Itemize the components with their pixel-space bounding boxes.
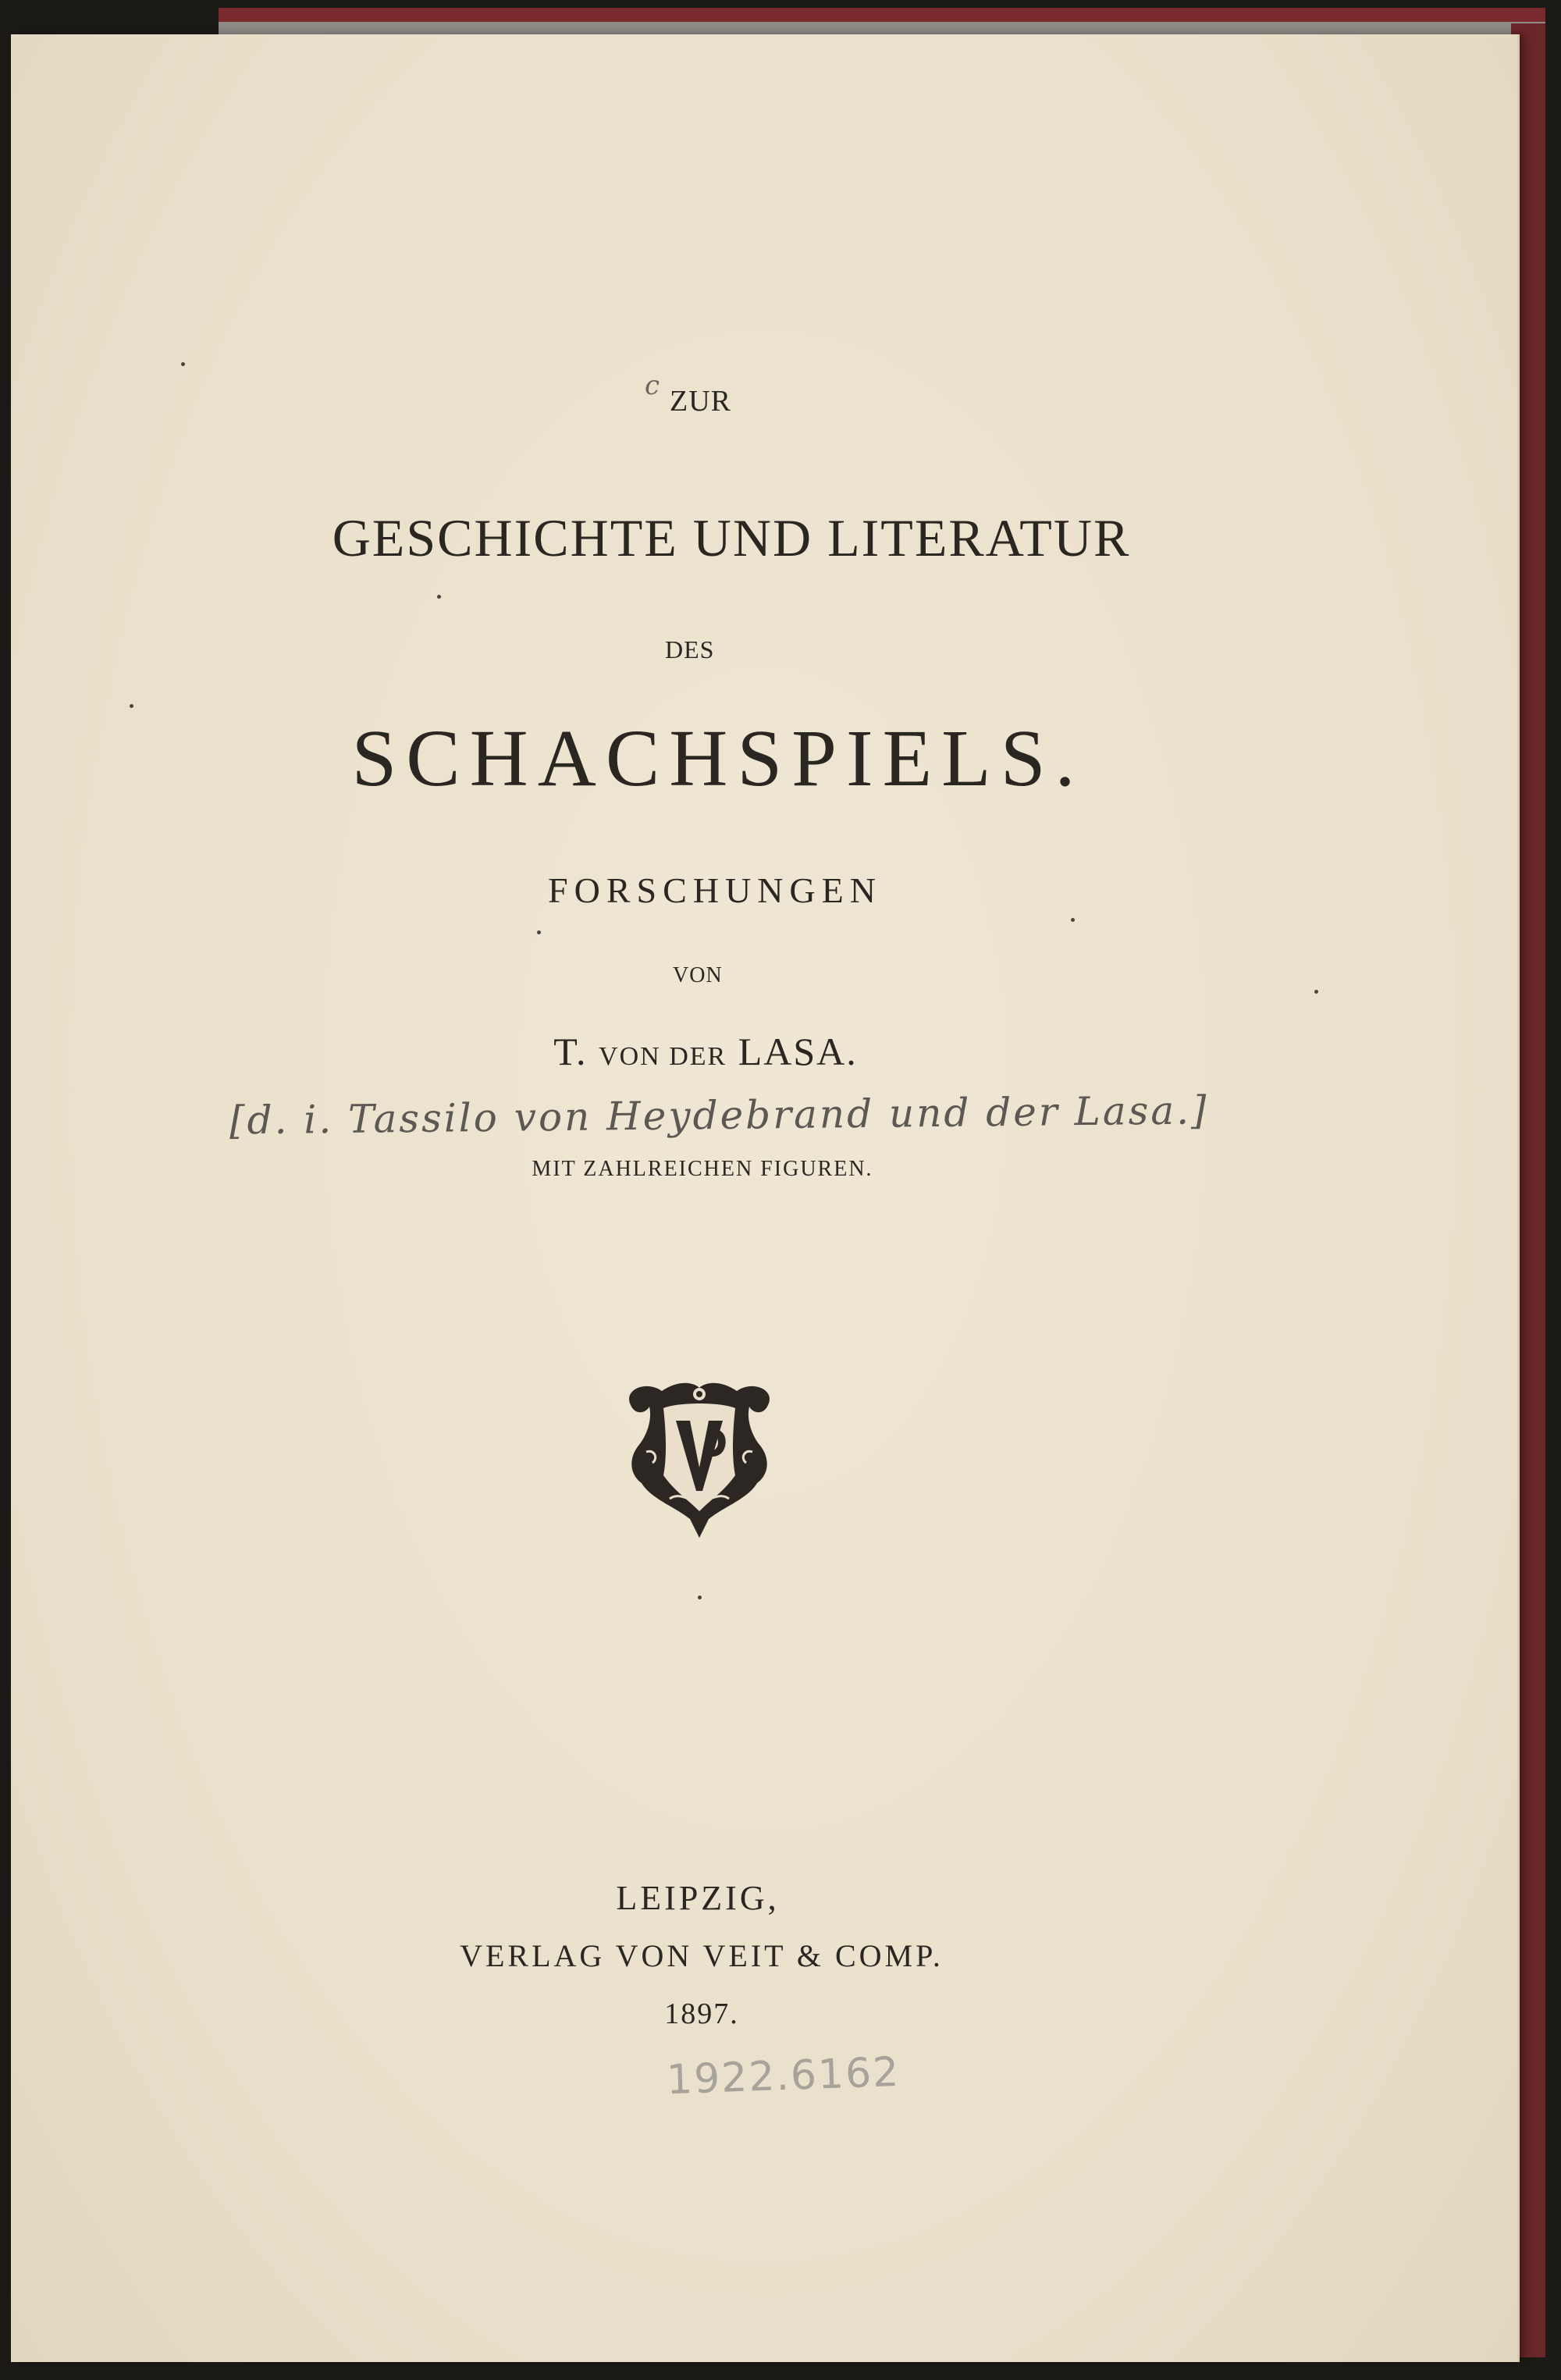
title-main: GESCHICHTE UND LITERATUR [332, 508, 1131, 567]
author-initial: T. [553, 1030, 588, 1073]
paper-speck [537, 930, 541, 934]
paper-speck [1314, 990, 1318, 994]
paper-speck [1071, 918, 1075, 922]
author-particle: VON DER [599, 1042, 727, 1071]
author-name [526, 1029, 885, 1074]
library-accession-mark: 1922.6162 [666, 2048, 901, 2104]
imprint-publisher: VERLAG VON VEIT & COMP. [460, 1938, 944, 1973]
imprint-city: LEIPZIG, [616, 1879, 780, 1917]
imprint-year: 1897. [664, 1998, 739, 2030]
paper-speck [437, 595, 441, 599]
paper-speck [181, 362, 185, 366]
paper-speck [130, 704, 133, 708]
figures-note: MIT ZAHLREICHEN FIGUREN. [532, 1157, 873, 1181]
title-line-des: DES [665, 635, 715, 663]
title-subject: SCHACHSPIELS. [351, 713, 1085, 803]
paper-speck [698, 1596, 702, 1599]
title-page [11, 34, 1520, 2362]
subtitle-forschungen: FORSCHUNGEN [548, 870, 882, 910]
handwritten-annotation: [d. i. Tassilo von Heydebrand und der Lasa.] [229, 1087, 1209, 1144]
pencil-mark: c [645, 370, 660, 401]
title-line-zur: ZUR [670, 385, 731, 418]
byline-von: VON [673, 963, 723, 987]
author-surname: LASA. [738, 1030, 858, 1073]
publisher-emblem-icon [615, 1374, 784, 1547]
